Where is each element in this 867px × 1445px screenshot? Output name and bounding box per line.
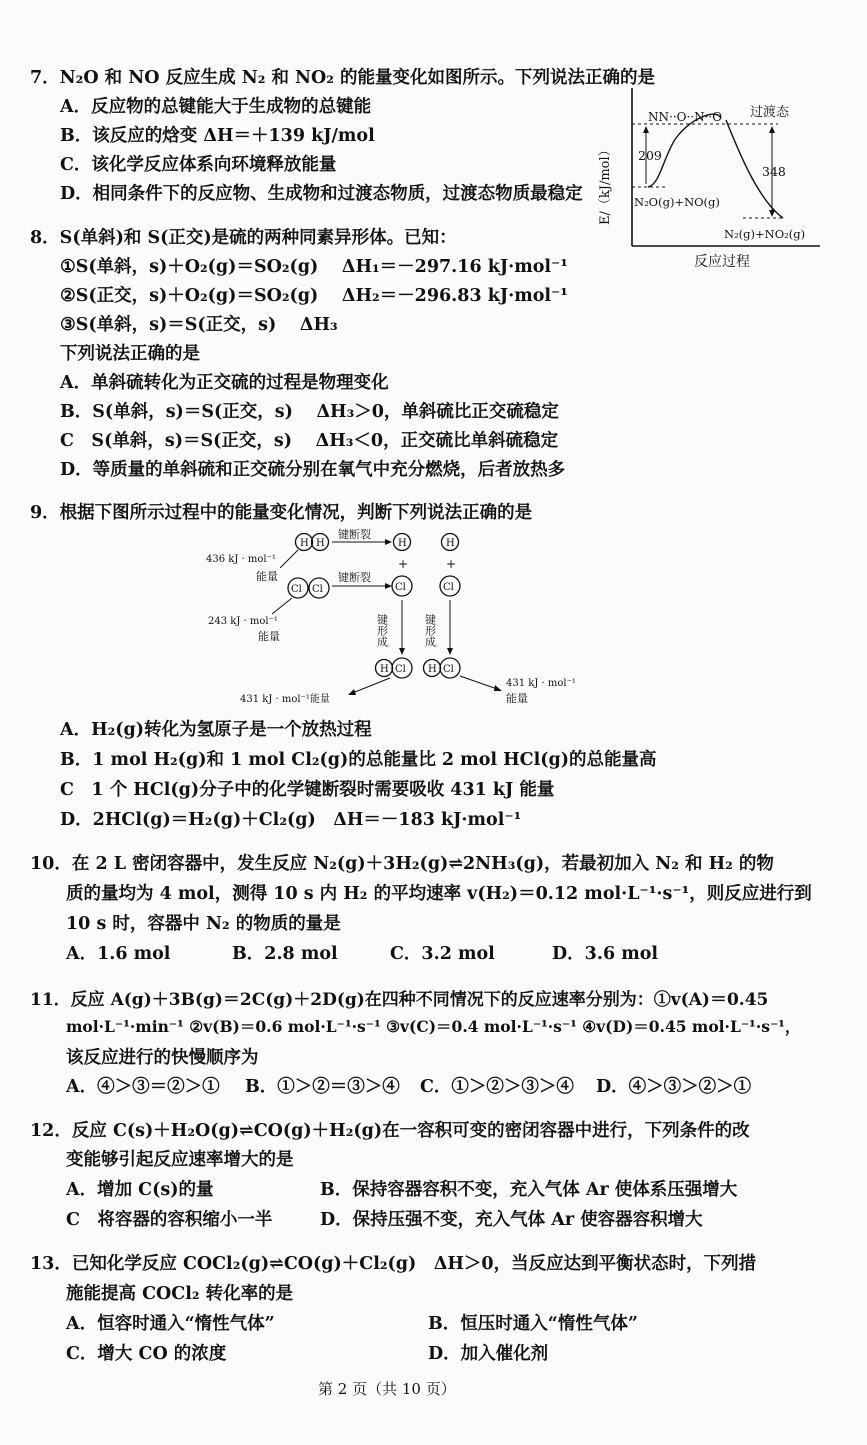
- q12-option-d: D．保持压强不变，充入气体 Ar 使容器容积增大: [320, 1210, 703, 1230]
- q12-option-a: A．增加 C(s)的量: [66, 1180, 214, 1200]
- page-footer: 第 2 页（共 10 页）: [318, 1380, 456, 1398]
- q8-option-c: C S(单斜，s)＝S(正交，s) ΔH₃＜0，正交硫比单斜硫稳定: [60, 431, 559, 451]
- q9-hcl-a-h-symbol: H: [380, 664, 389, 675]
- q9-stem: 9．根据下图所示过程中的能量变化情况，判断下列说法正确的是: [30, 503, 533, 523]
- q10-option-a: A．1.6 mol: [66, 944, 171, 964]
- q13-line-1: 13．已知化学反应 COCl₂(g)⇌CO(g)＋Cl₂(g) ΔH＞0，当反应达到平衡状态时，下列措: [30, 1254, 757, 1274]
- q11-option-d: D．④＞③＞②＞①: [596, 1077, 752, 1097]
- q9-hcl-energy-left: 431 kJ · mol⁻¹能量: [240, 694, 330, 705]
- q10-option-b: B．2.8 mol: [232, 944, 338, 964]
- q9-h2-energy: 436 kJ · mol⁻¹: [206, 554, 276, 565]
- q9-hcl-b-h-symbol: H: [428, 664, 437, 675]
- q7-stem: 7．N₂O 和 NO 反应生成 N₂ 和 NO₂ 的能量变化如图所示。下列说法正确的是: [30, 68, 656, 88]
- q9-cl2-symbol-1: Cl: [291, 584, 302, 595]
- q11-option-a: A．④＞③＝②＞①: [66, 1077, 220, 1097]
- q9-bond-energy-diagram: [200, 528, 600, 708]
- q11-line-1: 11．反应 A(g)＋3B(g)＝2C(g)＋2D(g)在四种不同情况下的反应速率分别为：①v(A)＝0.45: [30, 990, 769, 1010]
- q11-line-3: 该反应进行的快慢顺序为: [66, 1048, 259, 1068]
- q9-h2-energy-word: 能量: [256, 570, 278, 583]
- q9-cl2-energy: 243 kJ · mol⁻¹: [208, 616, 278, 627]
- q9-plus-a: +: [398, 557, 409, 571]
- q9-hcl-energy-word: 能量: [506, 692, 528, 705]
- q10-line-3: 10 s 时，容器中 N₂ 的物质的量是: [66, 914, 341, 934]
- q9-plus-b: +: [446, 557, 457, 571]
- q13-option-b: B．恒压时通入“惰性气体”: [428, 1314, 638, 1334]
- q8-equation-1: ①S(单斜，s)＋O₂(g)＝SO₂(g) ΔH₁＝－297.16 kJ·mol⁻¹: [60, 257, 568, 277]
- q7-348-arrowhead-top: [769, 126, 775, 133]
- q9-h-atom-b-symbol: H: [446, 538, 455, 549]
- q8-option-d: D．等质量的单斜硫和正交硫分别在氧气中充分燃烧，后者放热多: [60, 460, 566, 480]
- q7-209-arrowhead: [643, 126, 649, 133]
- q10-line-2: 质的量均为 4 mol，测得 10 s 内 H₂ 的平均速率 v(H₂)＝0.12 mol·L⁻¹·s⁻¹，则反应进行到: [66, 884, 812, 904]
- q7-activation-energy: 209: [638, 148, 662, 163]
- q7-348-arrowhead-bottom: [769, 210, 775, 217]
- q9-hcl-b-cl-symbol: Cl: [443, 664, 454, 675]
- q9-cl-atom-b-symbol: Cl: [443, 582, 454, 593]
- q12-option-c: C 将容器的容积缩小一半: [66, 1210, 273, 1230]
- q9-cl2-break-label: 键断裂: [338, 571, 371, 584]
- q9-option-b: B．1 mol H₂(g)和 1 mol Cl₂(g)的总能量比 2 mol HCl(g)的总能量高: [60, 750, 657, 770]
- q7-option-a: A．反应物的总键能大于生成物的总键能: [60, 97, 372, 117]
- q9-hcl-a-energy-arrowhead: [348, 689, 356, 695]
- q13-option-c: C．增大 CO 的浓度: [66, 1344, 227, 1364]
- q7-transition-species: NN··O··N··O: [648, 110, 723, 124]
- q7-option-c: C．该化学反应体系向环境释放能量: [60, 155, 337, 175]
- q7-option-d: D．相同条件下的反应物、生成物和过渡态物质，过渡态物质最稳定: [60, 184, 583, 204]
- q7-products-label: N₂(g)+NO₂(g): [724, 227, 806, 241]
- q7-y-axis-label: E/（kJ/mol）: [598, 143, 613, 225]
- q8-option-b: B．S(单斜，s)＝S(正交，s) ΔH₃＞0，单斜硫比正交硫稳定: [60, 402, 559, 422]
- q13-line-2: 施能提高 COCl₂ 转化率的是: [66, 1284, 294, 1304]
- q9-hcl-energy-right: 431 kJ · mol⁻¹: [506, 678, 576, 689]
- q9-cl2-energy-arrow: [272, 598, 292, 614]
- q9-h2-symbol-2: H: [316, 538, 325, 549]
- q8-prompt: 下列说法正确的是: [60, 344, 200, 364]
- q9-hcl-b-energy-arrow: [460, 676, 500, 690]
- q7-x-axis-label: 反应过程: [694, 254, 750, 270]
- q7-reverse-barrier: 348: [762, 164, 786, 179]
- q9-option-c: C 1 个 HCl(g)分子中的化学键断裂时需要吸收 431 kJ 能量: [60, 780, 555, 800]
- q12-option-b: B．保持容器容积不变，充入气体 Ar 使体系压强增大: [320, 1180, 738, 1200]
- q10-line-1: 10．在 2 L 密闭容器中，发生反应 N₂(g)＋3H₂(g)⇌2NH₃(g)，若最初加入 N₂ 和 H₂ 的物: [30, 854, 774, 874]
- q9-form-arrowhead-a: [399, 648, 405, 655]
- q9-cl2-symbol-2: Cl: [312, 584, 323, 595]
- q8-equation-3: ③S(单斜，s)＝S(正交，s) ΔH₃: [60, 315, 338, 335]
- q11-option-c: C．①＞②＞③＞④: [420, 1077, 574, 1097]
- q9-h2-break-label: 键断裂: [338, 528, 371, 541]
- q9-option-a: A．H₂(g)转化为氢原子是一个放热过程: [60, 720, 372, 740]
- q9-cl2-break-arrowhead: [385, 583, 392, 589]
- q7-energy-diagram: [598, 50, 833, 275]
- q13-option-d: D．加入催化剂: [428, 1344, 549, 1364]
- q9-cl2-energy-word: 能量: [258, 630, 280, 643]
- q7-reactants-label: N₂O(g)+NO(g): [634, 195, 720, 209]
- q7-transition-label: 过渡态: [750, 105, 790, 120]
- q11-line-2: mol·L⁻¹·min⁻¹ ②v(B)＝0.6 mol·L⁻¹·s⁻¹ ③v(C)＝0.4 mol·L⁻¹·s⁻¹ ④v(D)＝0.45 mol·L⁻¹·s⁻¹，: [66, 1017, 801, 1036]
- q9-h-atom-a-symbol: H: [398, 538, 407, 549]
- q8-option-a: A．单斜硫转化为正交硫的过程是物理变化: [60, 373, 389, 393]
- q9-hcl-b-energy-arrowhead: [494, 685, 502, 691]
- q8-equation-2: ②S(正交，s)＋O₂(g)＝SO₂(g) ΔH₂＝－296.83 kJ·mol⁻¹: [60, 286, 568, 306]
- q9-cl-atom-a-symbol: Cl: [395, 582, 406, 593]
- q9-hcl-a-energy-arrow: [350, 678, 390, 694]
- q9-hcl-a-cl-symbol: Cl: [395, 664, 406, 675]
- q13-option-a: A．恒容时通入“惰性气体”: [66, 1314, 275, 1334]
- q12-line-1: 12．反应 C(s)＋H₂O(g)⇌CO(g)＋H₂(g)在一容积可变的密闭容器中进行，下列条件的改: [30, 1121, 750, 1141]
- q9-h2-energy-arrow: [280, 550, 298, 568]
- q10-option-d: D．3.6 mol: [552, 944, 659, 964]
- q8-stem: 8．S(单斜)和 S(正交)是硫的两种同素异形体。已知：: [30, 228, 457, 248]
- q9-option-d: D．2HCl(g)＝H₂(g)＋Cl₂(g) ΔH＝－183 kJ·mol⁻¹: [60, 810, 522, 830]
- q9-h2-symbol-1: H: [300, 538, 309, 549]
- q12-line-2: 变能够引起反应速率增大的是: [66, 1150, 294, 1170]
- q7-option-b: B．该反应的焓变 ΔH＝＋139 kJ/mol: [60, 126, 375, 146]
- q9-h2-break-arrowhead: [385, 539, 392, 545]
- q9-form-arrowhead-b: [447, 648, 453, 655]
- q9-form-label-a: 键形成: [375, 614, 389, 647]
- q9-form-label-b: 键形成: [423, 614, 437, 647]
- q10-option-c: C．3.2 mol: [390, 944, 495, 964]
- q11-option-b: B．①＞②＝③＞④: [245, 1077, 400, 1097]
